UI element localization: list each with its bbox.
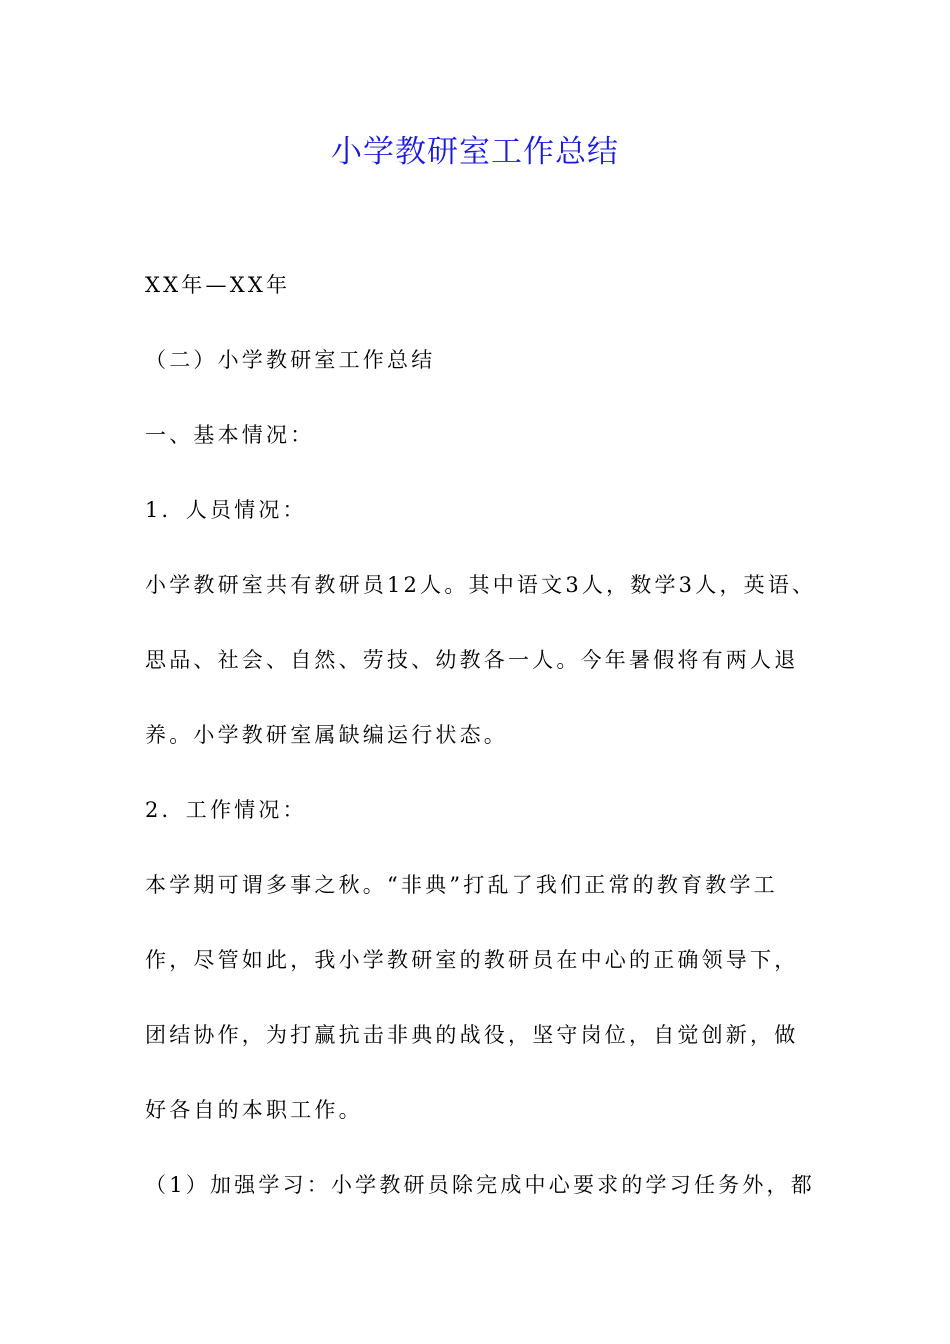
body-text-line: 小学教研室共有教研员12人。其中语文3人，数学3人，英语、 [145, 573, 817, 597]
study-item-line: （1）加强学习：小学教研员除完成中心要求的学习任务外，都 [145, 1173, 815, 1197]
work-situation-heading: 2．工作情况： [145, 798, 307, 822]
body-text-line: 团结协作，为打赢抗击非典的战役，坚守岗位，自觉创新，做 [145, 1023, 799, 1047]
staff-situation-heading: 1．人员情况： [145, 498, 307, 522]
body-text-line: 思品、社会、自然、劳技、幼教各一人。今年暑假将有两人退 [145, 648, 799, 672]
document-title: 小学教研室工作总结 [331, 134, 619, 170]
body-text-line: 作，尽管如此，我小学教研室的教研员在中心的正确领导下， [145, 948, 799, 972]
date-range-line: XX年—XX年 [145, 273, 291, 297]
body-text-line: 本学期可谓多事之秋。“非典”打乱了我们正常的教育教学工 [145, 873, 778, 897]
section-heading-line: （二）小学教研室工作总结 [145, 348, 436, 372]
basic-situation-heading: 一、基本情况： [145, 423, 315, 447]
body-text-line: 好各自的本职工作。 [145, 1098, 363, 1122]
body-text-line: 养。小学教研室属缺编运行状态。 [145, 723, 508, 747]
